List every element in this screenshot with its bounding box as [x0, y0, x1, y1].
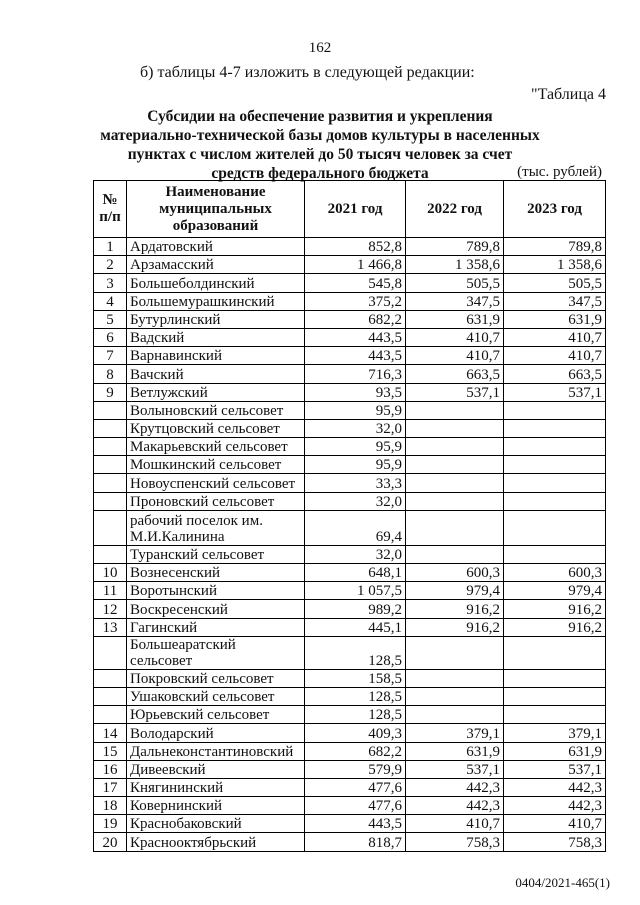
row-number: 1 — [94, 238, 127, 256]
row-number — [94, 492, 127, 510]
row-name: Покровский сельсовет — [127, 669, 305, 687]
row-value-2022 — [406, 510, 504, 545]
row-name: Вадский — [127, 328, 305, 346]
table-row — [94, 510, 606, 545]
row-value-2021: 128,5 — [305, 687, 406, 705]
row-name: Мошкинский сельсовет — [127, 456, 305, 474]
row-value-2021: 128,5 — [305, 706, 406, 724]
row-value-2022 — [406, 636, 504, 669]
row-value-2021: 32,0 — [305, 545, 406, 563]
row-number — [94, 474, 127, 492]
row-value-2023 — [504, 492, 606, 510]
row-name: Гагинский — [127, 618, 305, 636]
row-value-2021: 648,1 — [305, 564, 406, 582]
table-row — [94, 687, 606, 705]
row-name: Большеболдинский — [127, 274, 305, 292]
row-value-2023 — [504, 636, 606, 669]
table-row — [94, 383, 606, 401]
row-value-2023 — [504, 401, 606, 419]
row-value-2023 — [504, 545, 606, 563]
row-name: рабочий поселок им. М.И.Калинина — [127, 510, 305, 545]
row-value-2022: 979,4 — [406, 582, 504, 600]
table-row — [94, 545, 606, 563]
row-value-2023: 600,3 — [504, 564, 606, 582]
row-number: 12 — [94, 600, 127, 618]
row-number: 10 — [94, 564, 127, 582]
row-value-2021: 95,9 — [305, 438, 406, 456]
row-value-2022: 758,3 — [406, 833, 504, 851]
row-value-2023 — [504, 510, 606, 545]
row-name: Ковернинский — [127, 797, 305, 815]
table-row — [94, 618, 606, 636]
row-name: Макарьевский сельсовет — [127, 438, 305, 456]
row-number: 3 — [94, 274, 127, 292]
row-value-2023 — [504, 706, 606, 724]
row-name: Новоуспенский сельсовет — [127, 474, 305, 492]
row-number: 7 — [94, 347, 127, 365]
table-row — [94, 492, 606, 510]
row-value-2021: 33,3 — [305, 474, 406, 492]
row-value-2022: 600,3 — [406, 564, 504, 582]
row-value-2023: 410,7 — [504, 815, 606, 833]
table-row — [94, 742, 606, 760]
row-value-2023: 631,9 — [504, 310, 606, 328]
table-row — [94, 310, 606, 328]
row-value-2022: 347,5 — [406, 292, 504, 310]
row-name: Дивеевский — [127, 760, 305, 778]
row-value-2022 — [406, 456, 504, 474]
row-value-2022: 410,7 — [406, 815, 504, 833]
row-number: 14 — [94, 724, 127, 742]
row-name: Арзамасский — [127, 256, 305, 274]
row-value-2023: 347,5 — [504, 292, 606, 310]
row-name: Волыновский сельсовет — [127, 401, 305, 419]
row-value-2023 — [504, 669, 606, 687]
row-value-2022: 663,5 — [406, 365, 504, 383]
table-row — [94, 328, 606, 346]
row-value-2023: 758,3 — [504, 833, 606, 851]
row-value-2023: 789,8 — [504, 238, 606, 256]
row-value-2023: 410,7 — [504, 347, 606, 365]
row-value-2023: 537,1 — [504, 760, 606, 778]
row-value-2021: 477,6 — [305, 778, 406, 796]
row-value-2022: 410,7 — [406, 328, 504, 346]
row-value-2021: 852,8 — [305, 238, 406, 256]
table-row — [94, 456, 606, 474]
row-value-2021: 579,9 — [305, 760, 406, 778]
row-value-2021: 1 057,5 — [305, 582, 406, 600]
row-name: Краснооктябрьский — [127, 833, 305, 851]
table-row — [94, 815, 606, 833]
row-number — [94, 419, 127, 437]
row-name: Бутурлинский — [127, 310, 305, 328]
row-value-2023: 979,4 — [504, 582, 606, 600]
row-value-2023 — [504, 419, 606, 437]
header-2022: 2022 год — [406, 181, 504, 238]
row-value-2021: 443,5 — [305, 347, 406, 365]
row-value-2021: 1 466,8 — [305, 256, 406, 274]
row-number — [94, 687, 127, 705]
row-number: 11 — [94, 582, 127, 600]
row-value-2023 — [504, 474, 606, 492]
row-value-2021: 32,0 — [305, 419, 406, 437]
row-value-2021: 818,7 — [305, 833, 406, 851]
table-row — [94, 438, 606, 456]
intro-text: б) таблицы 4-7 изложить в следующей редакции: — [140, 64, 475, 81]
row-name: Дальнеконстантиновский — [127, 742, 305, 760]
table-title: Субсидии на обеспечение развития и укрепления материально-технической базы домов культуры в населенных пунктах с числом жителей до 50 тысяч человек за счет средств федерального бюджета — [100, 108, 540, 182]
table-row — [94, 401, 606, 419]
header-2023: 2023 год — [504, 181, 606, 238]
header-2021: 2021 год — [305, 181, 406, 238]
row-number: 8 — [94, 365, 127, 383]
table-row — [94, 706, 606, 724]
row-name: Проновский сельсовет — [127, 492, 305, 510]
row-number — [94, 545, 127, 563]
table-row — [94, 636, 606, 669]
row-name: Володарский — [127, 724, 305, 742]
row-number — [94, 636, 127, 669]
row-value-2023 — [504, 438, 606, 456]
table-row — [94, 669, 606, 687]
row-value-2022 — [406, 669, 504, 687]
row-name: Большемурашкинский — [127, 292, 305, 310]
row-value-2022: 537,1 — [406, 383, 504, 401]
table-row — [94, 724, 606, 742]
row-value-2021: 545,8 — [305, 274, 406, 292]
row-value-2022 — [406, 438, 504, 456]
row-number — [94, 401, 127, 419]
row-name: Воротынский — [127, 582, 305, 600]
row-value-2021: 375,2 — [305, 292, 406, 310]
table-row — [94, 760, 606, 778]
table-row — [94, 419, 606, 437]
table-caption: "Таблица 4 — [531, 86, 606, 103]
row-value-2022 — [406, 706, 504, 724]
row-name: Ветлужский — [127, 383, 305, 401]
row-name: Ушаковский сельсовет — [127, 687, 305, 705]
row-value-2023: 505,5 — [504, 274, 606, 292]
row-name: Юрьевский сельсовет — [127, 706, 305, 724]
row-name: Вознесенский — [127, 564, 305, 582]
row-value-2021: 989,2 — [305, 600, 406, 618]
table-row — [94, 797, 606, 815]
row-number: 9 — [94, 383, 127, 401]
row-value-2022 — [406, 474, 504, 492]
table-row — [94, 256, 606, 274]
row-number — [94, 669, 127, 687]
row-value-2022: 631,9 — [406, 310, 504, 328]
row-value-2022: 631,9 — [406, 742, 504, 760]
page-number: 162 — [308, 40, 332, 56]
row-value-2023: 379,1 — [504, 724, 606, 742]
row-value-2022: 916,2 — [406, 600, 504, 618]
table-row — [94, 600, 606, 618]
row-value-2022: 537,1 — [406, 760, 504, 778]
document-code: 0404/2021-465(1) — [515, 875, 610, 890]
row-value-2021: 95,9 — [305, 401, 406, 419]
row-number: 13 — [94, 618, 127, 636]
table-row — [94, 274, 606, 292]
row-value-2021: 682,2 — [305, 310, 406, 328]
row-value-2021: 128,5 — [305, 636, 406, 669]
row-value-2022: 442,3 — [406, 797, 504, 815]
row-value-2023: 537,1 — [504, 383, 606, 401]
row-name: Вачский — [127, 365, 305, 383]
table-row — [94, 833, 606, 851]
row-value-2022: 916,2 — [406, 618, 504, 636]
row-value-2023: 916,2 — [504, 600, 606, 618]
row-value-2021: 95,9 — [305, 456, 406, 474]
table-row — [94, 347, 606, 365]
row-number: 5 — [94, 310, 127, 328]
table-row — [94, 292, 606, 310]
row-value-2021: 443,5 — [305, 328, 406, 346]
row-name: Краснобаковский — [127, 815, 305, 833]
row-number — [94, 510, 127, 545]
row-number — [94, 438, 127, 456]
row-value-2021: 32,0 — [305, 492, 406, 510]
row-value-2023: 442,3 — [504, 797, 606, 815]
row-name: Туранский сельсовет — [127, 545, 305, 563]
row-number — [94, 456, 127, 474]
row-value-2023 — [504, 687, 606, 705]
table-row — [94, 582, 606, 600]
row-number: 4 — [94, 292, 127, 310]
row-value-2021: 93,5 — [305, 383, 406, 401]
row-value-2021: 477,6 — [305, 797, 406, 815]
row-name: Ардатовский — [127, 238, 305, 256]
row-number: 17 — [94, 778, 127, 796]
header-name: Наименование муниципальных образований — [127, 181, 305, 238]
row-value-2023: 916,2 — [504, 618, 606, 636]
row-number: 15 — [94, 742, 127, 760]
row-value-2021: 682,2 — [305, 742, 406, 760]
row-value-2022: 379,1 — [406, 724, 504, 742]
subsidies-table — [93, 180, 606, 852]
row-value-2023: 1 358,6 — [504, 256, 606, 274]
row-value-2022: 1 358,6 — [406, 256, 504, 274]
row-name: Княгининский — [127, 778, 305, 796]
row-value-2021: 445,1 — [305, 618, 406, 636]
row-name: Воскресенский — [127, 600, 305, 618]
row-number: 19 — [94, 815, 127, 833]
row-value-2022 — [406, 492, 504, 510]
row-value-2022 — [406, 545, 504, 563]
row-name: Крутцовский сельсовет — [127, 419, 305, 437]
row-value-2022: 442,3 — [406, 778, 504, 796]
row-name: Варнавинский — [127, 347, 305, 365]
row-number: 16 — [94, 760, 127, 778]
row-value-2022: 410,7 — [406, 347, 504, 365]
row-value-2023: 410,7 — [504, 328, 606, 346]
units-label: (тыс. рублей) — [517, 164, 602, 180]
row-number: 18 — [94, 797, 127, 815]
table-row — [94, 238, 606, 256]
table-body — [94, 238, 606, 852]
table-row — [94, 365, 606, 383]
row-value-2021: 443,5 — [305, 815, 406, 833]
row-value-2022 — [406, 419, 504, 437]
row-value-2021: 409,3 — [305, 724, 406, 742]
row-number: 2 — [94, 256, 127, 274]
row-value-2021: 69,4 — [305, 510, 406, 545]
row-number: 6 — [94, 328, 127, 346]
row-name: Большеаратский сельсовет — [127, 636, 305, 669]
row-value-2023: 442,3 — [504, 778, 606, 796]
row-number — [94, 706, 127, 724]
row-value-2023: 663,5 — [504, 365, 606, 383]
row-value-2021: 158,5 — [305, 669, 406, 687]
table-header-row — [94, 181, 606, 238]
row-value-2022: 789,8 — [406, 238, 504, 256]
table-row — [94, 778, 606, 796]
row-value-2022 — [406, 401, 504, 419]
table-row — [94, 474, 606, 492]
row-value-2022: 505,5 — [406, 274, 504, 292]
row-value-2022 — [406, 687, 504, 705]
row-value-2023 — [504, 456, 606, 474]
table-row — [94, 564, 606, 582]
row-value-2021: 716,3 — [305, 365, 406, 383]
row-value-2023: 631,9 — [504, 742, 606, 760]
header-number: № п/п — [94, 181, 127, 238]
row-number: 20 — [94, 833, 127, 851]
